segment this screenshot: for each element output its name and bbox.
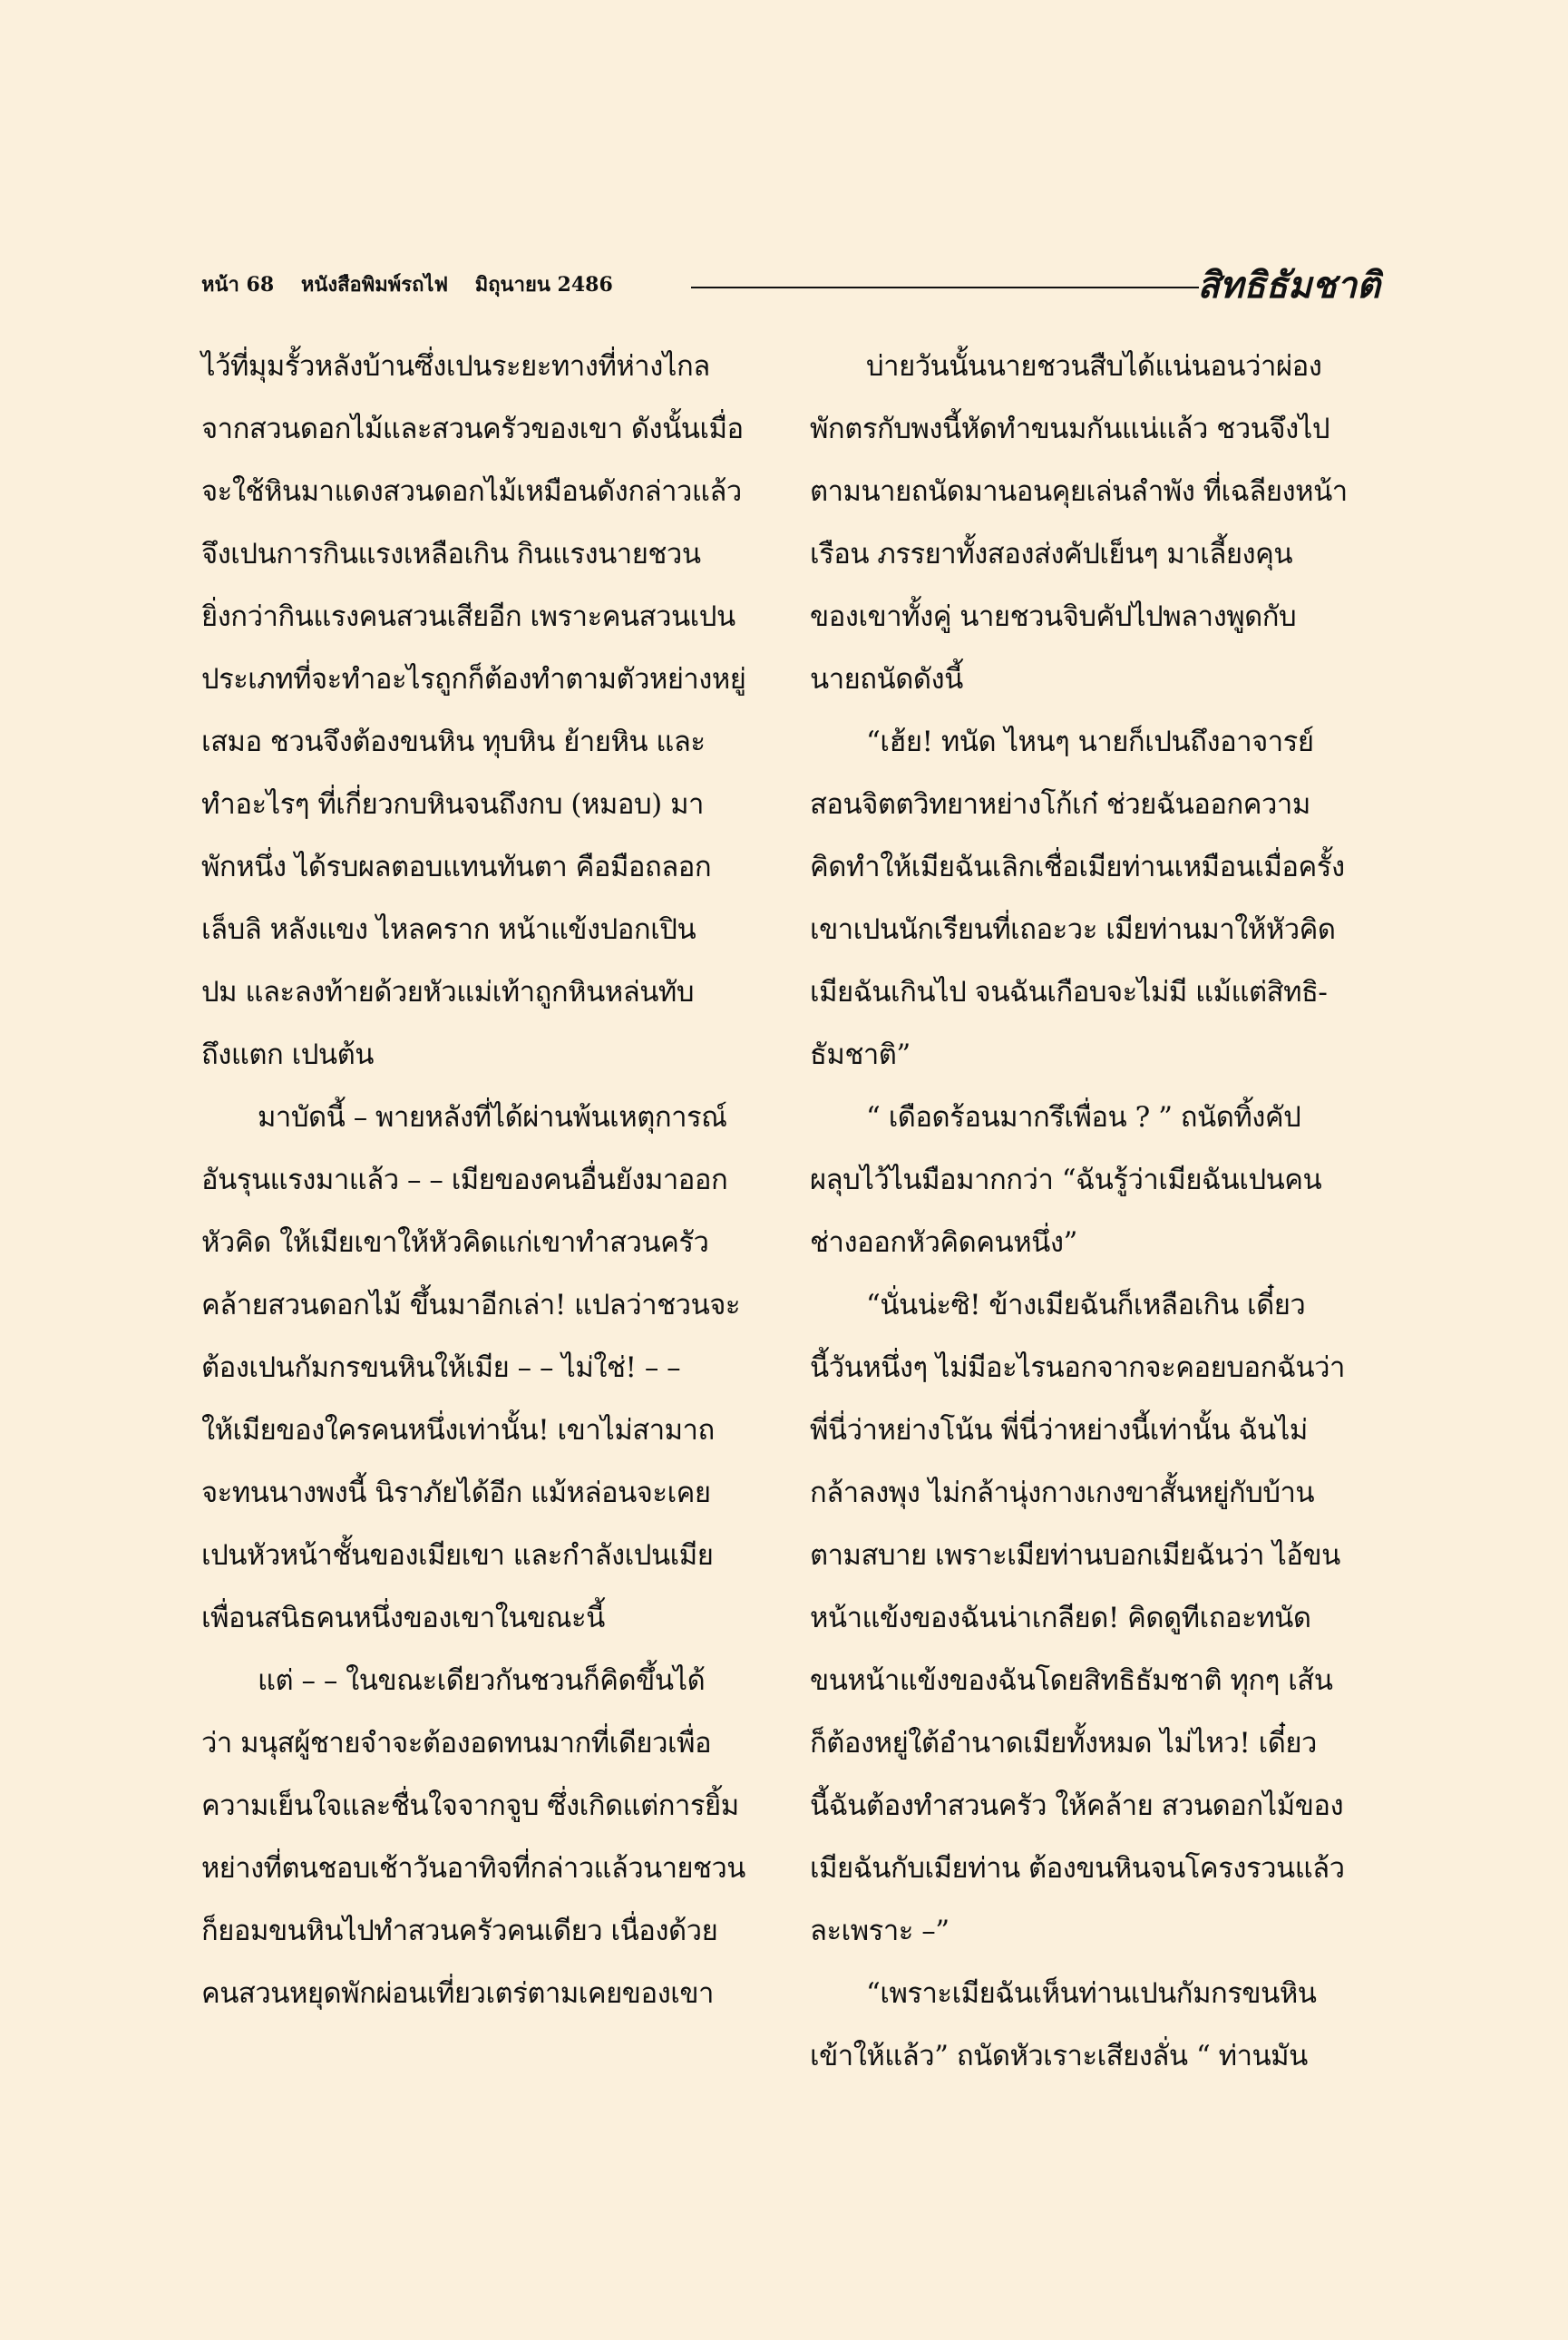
text-line: จะทนนางพงนี้ นิราภัยได้อีก แม้หล่อนจะเคย: [201, 1477, 711, 1509]
text-line: จากสวนดอกไม้และสวนครัวของเขา ดังนั้นเมื่อ: [201, 413, 744, 445]
text-line: เข้าให้แล้ว” ถนัดหัวเราะเสียงลั่น “ ท่านมัน: [810, 2040, 1308, 2072]
text-line: พี่นี่ว่าหย่างโน้น พี่นี่ว่าหย่างนี้เท่านั้น ฉันไม่: [810, 1414, 1308, 1447]
issue-date: มิถุนายน 2486: [474, 273, 613, 297]
text-line: ธัมชาติ”: [810, 1038, 911, 1071]
text-line: ปม และลงท้ายด้วยหัวแม่เท้าถูกหินหล่นทับ: [201, 976, 695, 1009]
text-line: นี้ฉันต้องทำสวนครัว ให้คล้าย สวนดอกไม้ของ: [810, 1789, 1344, 1822]
text-line: กล้าลงพุง ไม่กล้านุ่งกางเกงขาสั้นหยู่กับบ้าน: [810, 1477, 1315, 1509]
text-line: คิดทำให้เมียฉันเลิกเชื่อเมียท่านเหมือนเมื่อครั้ง: [810, 851, 1345, 883]
text-line: หัวคิด ให้เมียเขาให้หัวคิดแก่เขาทำสวนครัว: [201, 1226, 709, 1259]
text-line: ยิ่งกว่ากินแรงคนสวนเสียอีก เพราะคนสวนเปน: [201, 600, 735, 633]
text-line: บ่ายวันนั้นนายชวนสืบได้แน่นอนว่าผ่อง: [866, 350, 1322, 383]
text-line: ช่างออกหัวคิดคนหนึ่ง”: [810, 1226, 1077, 1259]
text-line: ของเขาทั้งคู่ นายชวนจิบคัปไปพลางพูดกับ: [810, 600, 1297, 633]
text-line: “ เดือดร้อนมากรึเพื่อน ? ” ถนัดทิ้งคัป: [866, 1101, 1301, 1134]
text-line: “นั่นน่ะซิ! ข้างเมียฉันก็เหลือเกิน เดี๋ยว: [866, 1289, 1306, 1321]
text-line: คล้ายสวนดอกไม้ ขึ้นมาอีกเล่า! แปลว่าชวนจะ: [201, 1289, 741, 1321]
text-line: เขาเปนนักเรียนที่เถอะวะ เมียท่านมาให้หัวคิด: [810, 913, 1336, 946]
text-line: ความเย็นใจและชื่นใจจากจูบ ซึ่งเกิดแต่การยิ้ม: [201, 1789, 739, 1822]
text-line: เล็บลิ หลังแขง ไหลคราก หน้าแข้งปอกเปิน: [201, 913, 696, 946]
text-line: แต่ – – ในขณะเดียวกันชวนก็คิดขึ้นได้: [258, 1664, 706, 1697]
text-line: ขนหน้าแข้งของฉันโดยสิทธิธัมชาติ ทุกๆ เส้น: [810, 1664, 1333, 1697]
column-masthead: สิทธิธัมชาติ: [1197, 264, 1380, 307]
text-line: ละเพราะ –”: [810, 1915, 950, 1947]
header-info: [201, 268, 633, 300]
text-line: เมียฉันเกินไป จนฉันเกือบจะไม่มี แม้แต่สิทธิ-: [810, 976, 1328, 1009]
text-line: สอนจิตตวิทยาหย่างโก้เก๋ ช่วยฉันออกความ: [810, 788, 1310, 821]
text-line: ตามสบาย เพราะเมียท่านบอกเมียฉันว่า ไอ้ขน: [810, 1539, 1340, 1572]
text-line: ประเภทที่จะทำอะไรถูกก็ต้องทำตามตัวหย่างหยู่: [201, 663, 746, 696]
text-line: ทำอะไรๆ ที่เกี่ยวกบหินจนถึงกบ (หมอบ) มา: [201, 788, 704, 821]
right-column: [810, 336, 1369, 2088]
text-line: หน้าแข้งของฉันน่าเกลียด! คิดดูทีเถอะทนัด: [810, 1602, 1311, 1634]
text-line: เสมอ ชวนจึงต้องขนหิน ทุบหิน ย้ายหิน และ: [201, 726, 706, 758]
text-line: นี้วันหนึ่งๆ ไม่มีอะไรนอกจากจะคอยบอกฉันว่า: [810, 1351, 1345, 1384]
text-line: ตามนายถนัดมานอนคุยเล่นลำพัง ที่เฉลียงหน้า: [810, 475, 1348, 508]
text-line: ต้องเปนกัมกรขนหินให้เมีย – – ไม่ใช่! – –: [201, 1351, 681, 1384]
header-rule: [691, 287, 1199, 288]
text-line: พักตรกับพงนี้หัดทำขนมกันแน่แล้ว ชวนจึงไป: [810, 413, 1330, 445]
text-line: “เฮ้ย! ทนัด ไหนๆ นายก็เปนถึงอาจารย์: [866, 726, 1314, 758]
text-line: หย่างที่ตนชอบเช้าวันอาทิจที่กล่าวแล้วนายชวน: [201, 1852, 745, 1885]
text-line: เปนหัวหน้าชั้นของเมียเขา และกำลังเปนเมีย: [201, 1539, 714, 1572]
text-line: ให้เมียของใครคนหนึ่งเท่านั้น! เขาไม่สามาถ: [201, 1414, 715, 1447]
publication-name: หนังสือพิมพ์รถไฟ: [300, 273, 449, 297]
text-line: ว่า มนุสผู้ชายจำจะต้องอดทนมากที่เดียวเพื่อ: [201, 1727, 712, 1760]
text-line: เมียฉันกับเมียท่าน ต้องขนหินจนโครงรวนแล้ว: [810, 1852, 1345, 1885]
text-line: ถึงแตก เปนต้น: [201, 1038, 374, 1071]
text-line: ก็ต้องหยู่ใต้อำนาดเมียทั้งหมด ไม่ไหว! เดี๋ยว: [810, 1727, 1317, 1760]
text-line: จึงเปนการกินแรงเหลือเกิน กินแรงนายชวน: [201, 538, 701, 570]
left-column: [201, 336, 745, 2025]
text-line: เรือน ภรรยาทั้งสองส่งคัปเย็นๆ มาเลี้ยงคุน: [810, 538, 1293, 570]
text-line: นายถนัดดังนี้: [810, 663, 963, 696]
text-line: ก็ยอมขนหินไปทำสวนครัวคนเดียว เนื่องด้วย: [201, 1915, 718, 1947]
page-header: [201, 256, 1380, 310]
text-line: ไว้ที่มุมรั้วหลังบ้านซึ่งเปนระยะทางที่ห่างไกล: [201, 350, 710, 383]
text-line: ผลุบไว้ไนมือมากกว่า “ฉันรู้ว่าเมียฉันเปนคน: [810, 1164, 1322, 1196]
text-line: มาบัดนี้ – พายหลังที่ได้ผ่านพ้นเหตุการณ์: [258, 1101, 727, 1134]
text-line: พักหนึ่ง ได้รบผลตอบแทนทันตา คือมือถลอก: [201, 851, 712, 883]
text-line: คนสวนหยุดพักผ่อนเที่ยวเตร่ตามเคยของเขา: [201, 1977, 714, 2010]
text-line: เพื่อนสนิธคนหนึ่งของเขาในขณะนี้: [201, 1602, 605, 1634]
page-number: หน้า 68: [201, 273, 275, 297]
text-line: “เพราะเมียฉันเห็นท่านเปนกัมกรขนหิน: [866, 1977, 1317, 2010]
text-line: จะใช้หินมาแดงสวนดอกไม้เหมือนดังกล่าวแล้ว: [201, 475, 742, 508]
text-line: อันรุนแรงมาแล้ว – – เมียของคนอื่นยังมาออก: [201, 1164, 728, 1196]
